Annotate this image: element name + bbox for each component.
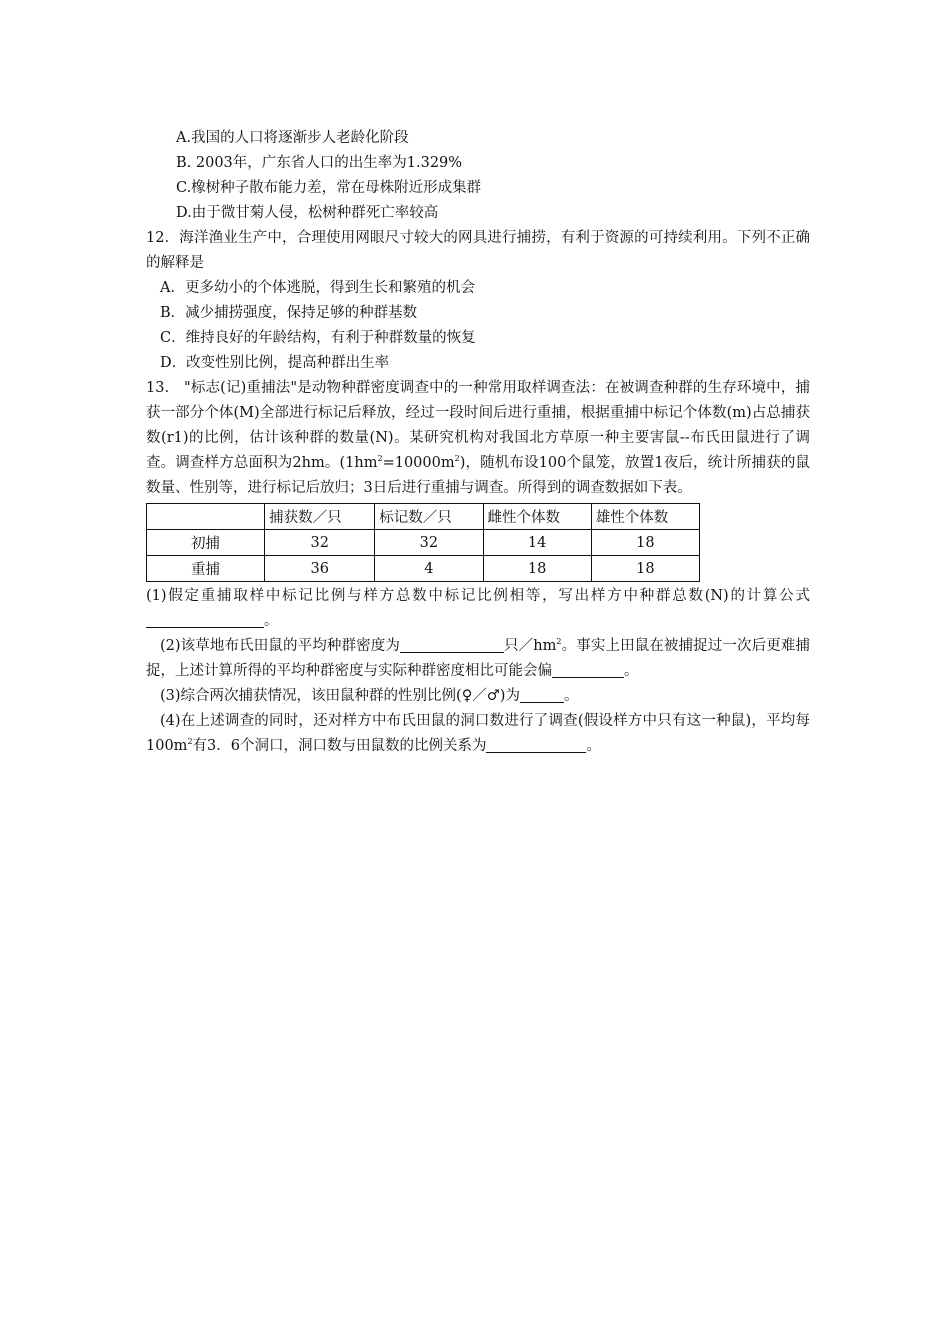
question-content: [146, 126, 810, 759]
q13-sub-3-text: (3)综合两次捕获情况，该田鼠种群的性别比例(♀／♂)为: [160, 688, 520, 704]
table-row: [147, 556, 700, 582]
table-header-cell: 雌性个体数: [483, 504, 591, 530]
q13-sub-1: [146, 584, 810, 634]
q12-option-d: D．改变性别比例，提高种群出生率: [160, 355, 390, 371]
q12-stem: 12．海洋渔业生产中，合理使用网眼尺寸较大的网具进行捕捞，有利于资源的可持续利用。下列不正确的解释是: [146, 230, 810, 271]
table-cell: 36: [265, 556, 375, 582]
q12-option-c: C．维持良好的年龄结构，有利于种群数量的恢复: [160, 330, 476, 346]
q13-sub-3: [146, 684, 810, 709]
q13-sup-1: 2: [377, 454, 383, 463]
q13-sub-1-text: (1)假定重捕取样中标记比例与样方总数中标记比例相等，写出样方中种群总数(N)的计算公式: [146, 588, 810, 604]
table-cell: 18: [483, 556, 591, 582]
table-cell: 初捕: [147, 530, 265, 556]
q13-sub-4-text-a: (4)在上述调查的同时，还对样方中布氏田鼠的洞口数进行了调查(假设样方中只有这一种鼠)，平均每100m: [146, 713, 810, 754]
q11-option-b: B. 2003年，广东省人口的出生率为1.329%: [176, 155, 463, 171]
q13-stem-part-a: 13． "标志(记)重捕法"是动物种群密度调查中的一种常用取样调查法：在被调查种群的生存环境中，捕获一部分个体(M)全部进行标记后释放，经过一段时间后进行重捕，根据重捕中标记个体数(m)占总捕获数(r1)的比例，估计该种群的数量(N)。某研究机构对我国北方草原一种主要害鼠--布氏田鼠进行了调查。调查样方总面积为2hm。(1hm: [146, 380, 810, 471]
table-cell: 18: [591, 530, 699, 556]
table-cell: 4: [375, 556, 483, 582]
table-cell: 14: [483, 530, 591, 556]
table-header-cell: 标记数／只: [375, 504, 483, 530]
q13-stem-part-c: )，随机布设100个鼠笼，放置1夜后，统计所捕获的鼠数量、性别等，进行标记后放归；3日后进行重捕与调查。所得到的调查数据如下表。: [146, 455, 810, 496]
q13-sub-3-end: 。: [563, 688, 579, 704]
answer-blank-1[interactable]: [146, 611, 264, 628]
q11-option-d: D.由于微甘菊人侵，松树种群死亡率较高: [176, 205, 439, 221]
q13-sub-2-end: 。: [624, 663, 639, 679]
q13-sub-4-sup: 2: [187, 737, 193, 746]
table-cell: 重捕: [147, 556, 265, 582]
table-header-row: [147, 504, 700, 530]
q12-option-a: A．更多幼小的个体逃脱，得到生长和繁殖的机会: [160, 280, 475, 296]
q13-sub-2-sup: 2: [556, 637, 562, 646]
answer-blank-3[interactable]: [552, 661, 624, 678]
q13-sub-2-text-b: 只／hm: [503, 638, 557, 654]
answer-blank-5[interactable]: [486, 736, 586, 753]
q13-sub-4-text-b: 有3．6个洞口，洞口数与田鼠数的比例关系为: [192, 738, 487, 754]
q13-stem-part-b: =10000m: [382, 455, 455, 471]
table-cell: 18: [591, 556, 699, 582]
q11-option-a: A.我国的人口将逐渐步人老龄化阶段: [176, 130, 409, 146]
table-header-cell: 雄性个体数: [591, 504, 699, 530]
q13-sub-4-end: 。: [586, 738, 601, 754]
answer-blank-2[interactable]: [400, 636, 504, 653]
table-header-cell: 捕获数／只: [265, 504, 375, 530]
survey-data-table: [146, 503, 700, 582]
q13-sup-2: 2: [454, 454, 460, 463]
q13-sub-4: [146, 709, 810, 759]
q13-sub-2: [146, 634, 810, 684]
q13-sub-2-text-c: 。事实上田鼠在被捕捉过一次后更难捕捉，上述计算所得的平均种群密度与实际种群密度相比可能会偏: [146, 638, 810, 679]
table-row: [147, 530, 700, 556]
answer-blank-4[interactable]: [520, 686, 564, 703]
q13-sub-2-text-a: (2)该草地布氏田鼠的平均种群密度为: [160, 638, 400, 654]
table-cell: 32: [375, 530, 483, 556]
table-header-cell: [147, 504, 265, 530]
q13-stem: [146, 376, 810, 501]
q11-option-c: C.橡树种子散布能力差，常在母株附近形成集群: [176, 180, 482, 196]
q13-sub-1-end: 。: [264, 613, 279, 629]
q12-option-b: B．减少捕捞强度，保持足够的种群基数: [160, 305, 418, 321]
table-cell: 32: [265, 530, 375, 556]
